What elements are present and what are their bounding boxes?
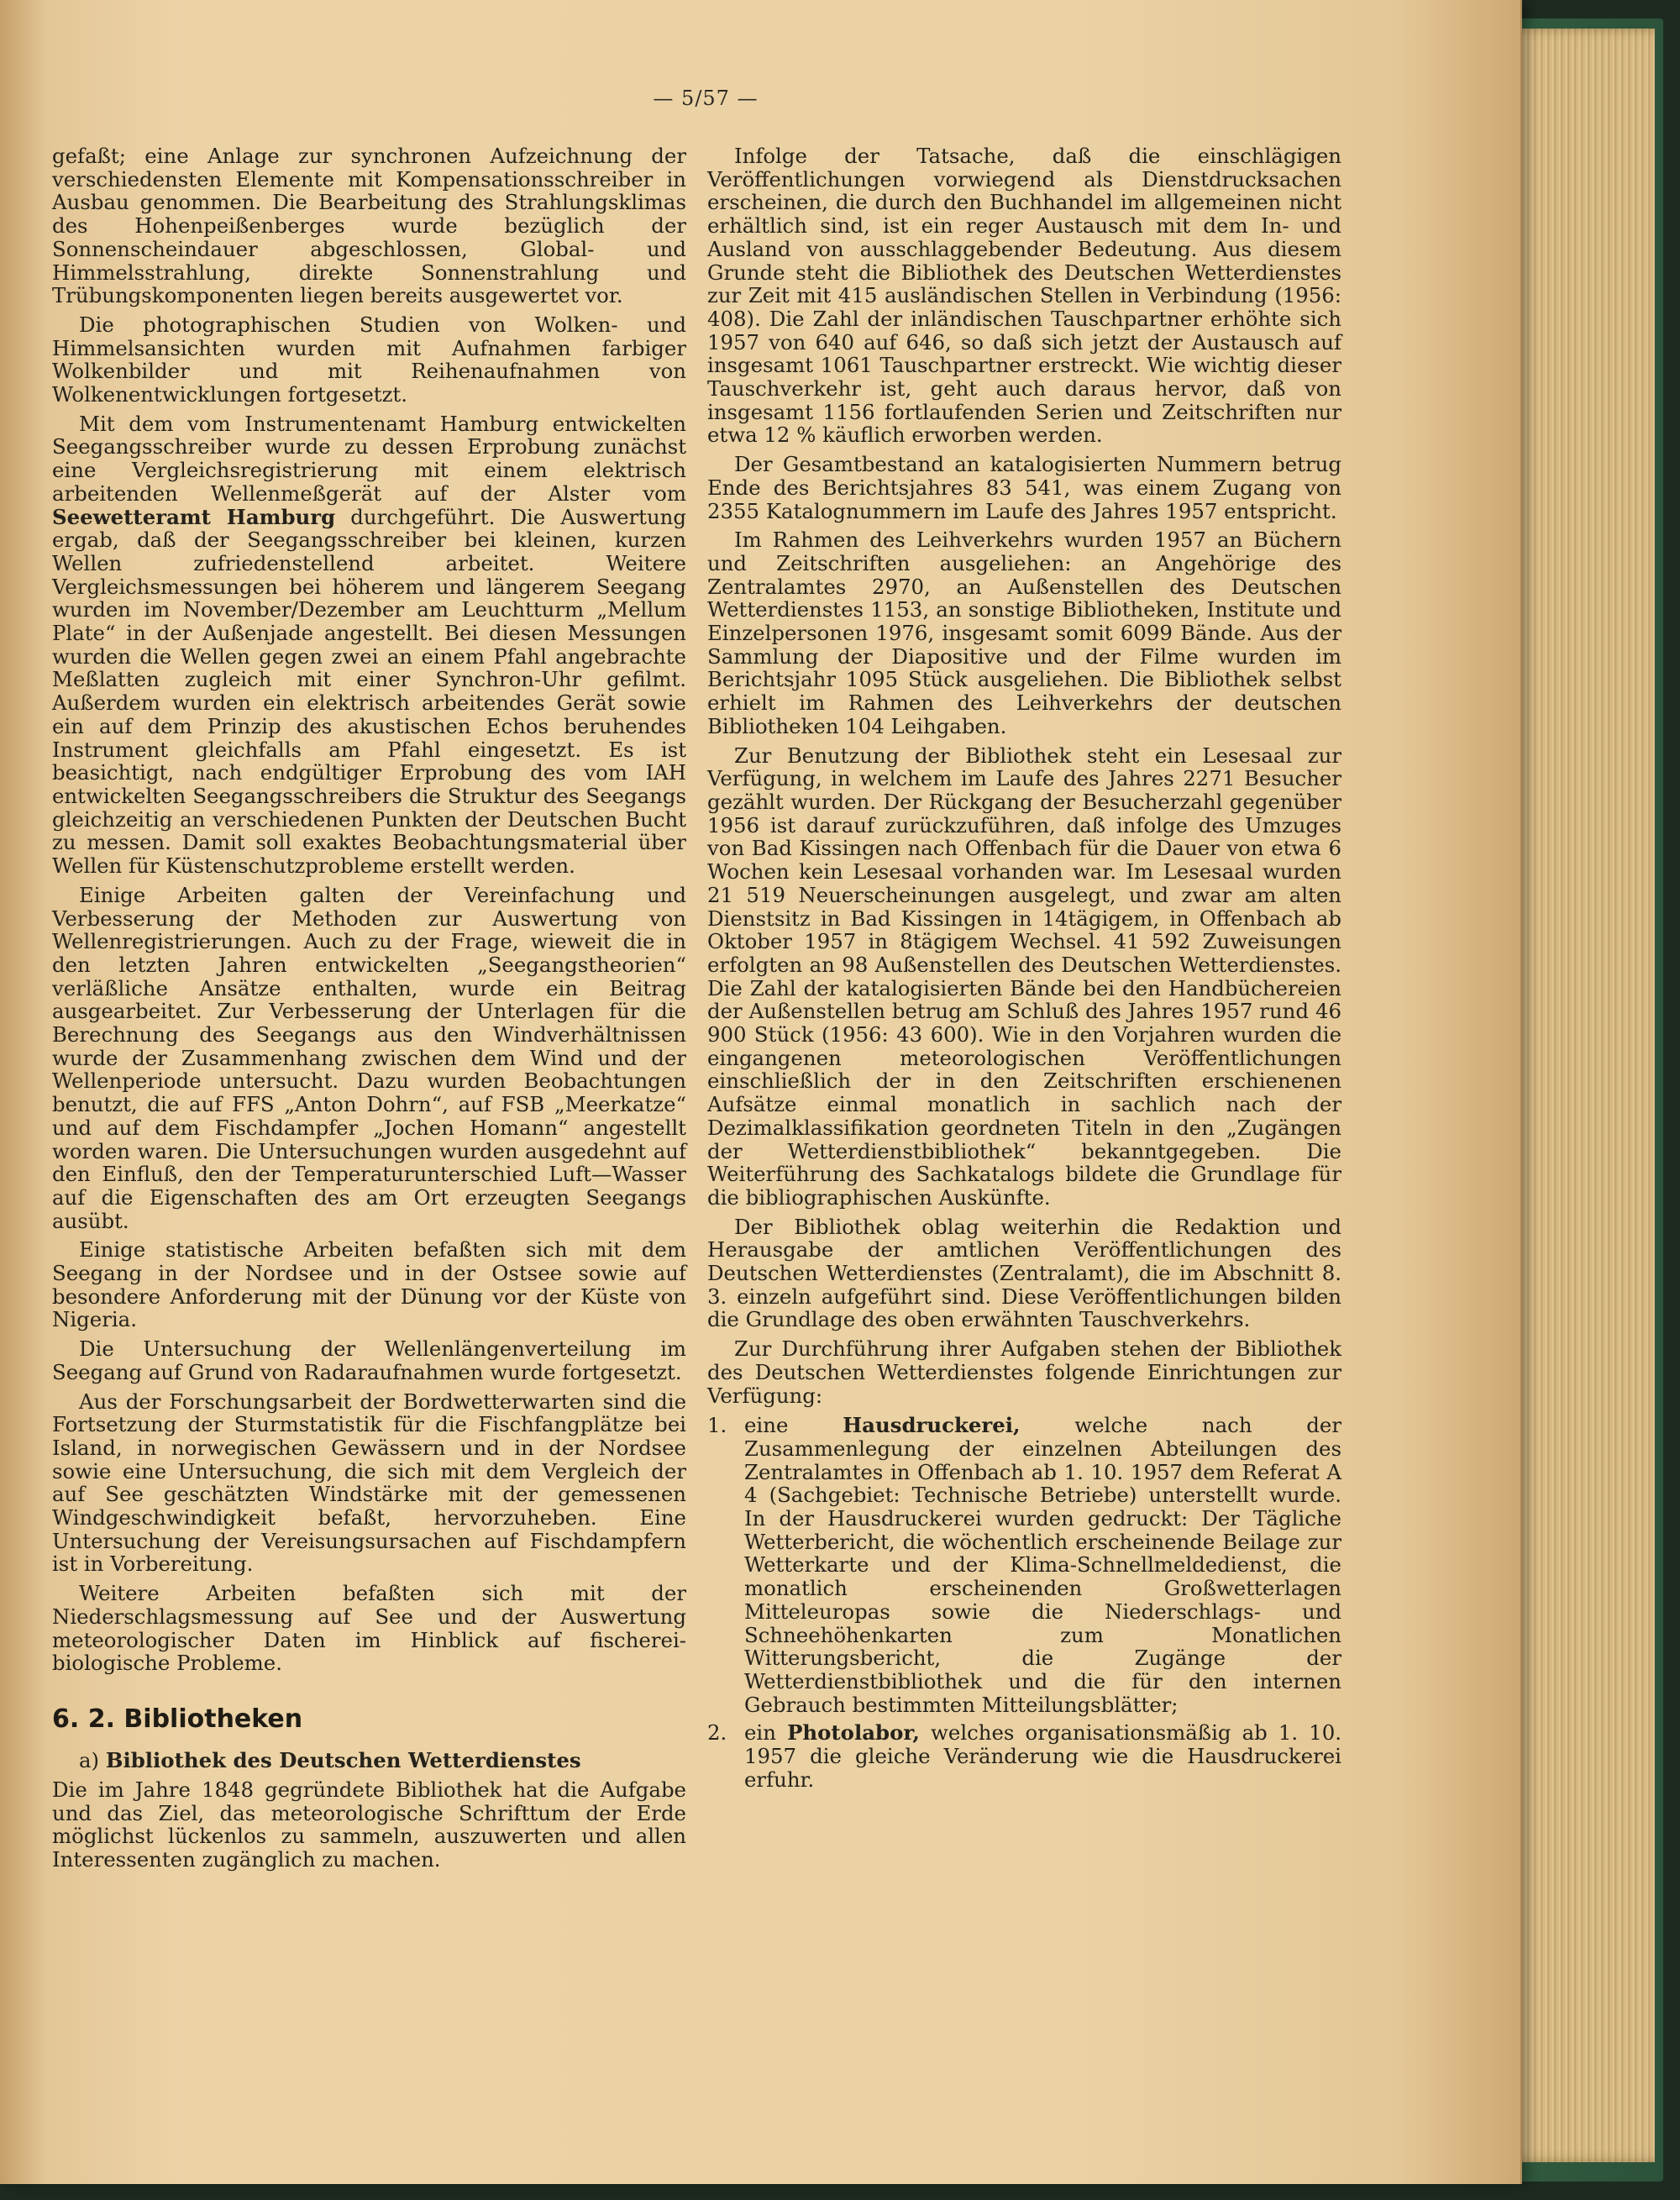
paragraph: Aus der Forschungsarbeit der Bordwetterwarten sind die Fortsetzung der Sturmstatistik für die Fischfangplätze bei Island, in norwegischen Gewässern und in der Nordsee sowie eine Untersuchung, die sich mit dem Vergleich der auf See geschätzten Windstärke mit der gemessenen Windgeschwindigkeit befaßt, hervorzuheben. Eine Untersuchung der Vereisungsursachen auf Fischdampfern ist in Vorbereitung.	[52, 1389, 686, 1577]
bold-term: Hausdruckerei,	[843, 1413, 1021, 1438]
paragraph: Infolge der Tatsache, daß die einschlägigen Veröffentlichungen vorwiegend als Dienstdrucksachen erscheinen, die durch den Buchhandel im allgemeinen nicht erhältlich sind, ist ein reger Austausch mit dem In- und Ausland von ausschlaggebender Bedeutung. Aus diesem Grunde steht die Bibliothek des Deutschen Wetterdienstes zur Zeit mit 415 ausländischen Stellen in Verbindung (1956: 408). Die Zahl der inländischen Tauschpartner erhöhte sich 1957 von 640 auf 646, so daß sich jetzt der Austausch auf insgesamt 1061 Tauschpartner erstreckt. Wie wichtig dieser Tauschverkehr ist, geht auch daraus hervor, daß von insgesamt 1156 fortlaufenden Serien und Zeitschriften nur etwa 12 % käuflich erworben werden.	[707, 144, 1341, 448]
paragraph: Im Rahmen des Leihverkehrs wurden 1957 an Büchern und Zeitschriften ausgeliehen: an Angehörige des Zentralamtes 2970, an Außenstellen des Deutschen Wetterdienstes 1153, an sonstige Bibliotheken, Institute und Einzelpersonen 1976, insgesamt somit 6099 Bände. Aus der Sammlung der Diapositive und der Filme wurden im Berichtsjahr 1095 Stück ausgeliehen. Die Bibliothek selbst erhielt im Rahmen des Leihverkehrs der deutschen Bibliotheken 104 Leihgaben.	[707, 528, 1341, 738]
paragraph-text: durchgeführt. Die Auswertung ergab, daß der Seegangsschreiber bei kleinen, kurzen Wellen zufriedenstellend arbeitet. Weitere Vergleichsmessungen bei höherem und längerem Seegang wurden im November/Dezember am Leuchtturm „Mellum Plate“ in der Außenjade angestellt. Bei diesen Messungen wurden die Wellen gegen zwei an einem Pfahl angebrachte Meßlatten zugleich mit einer Synchron-Uhr gefilmt. Außerdem wurden ein elektrisch arbeitendes Gerät sowie ein auf dem Prinzip des akustischen Echos beruhendes Instrument gleichfalls am Pfahl eingesetzt. Es ist beasichtigt, nach endgültiger Erprobung des vom IAH entwickelten Seegangsschreibers die Struktur des Seegangs gleichzeitig an verschiedenen Punkten der Deutschen Bucht zu messen. Damit soll exaktes Beobachtungsmaterial über Wellen für Küstenschutzprobleme erstellt werden.	[52, 504, 686, 879]
left-column	[52, 144, 686, 1877]
list-item	[707, 1721, 1341, 1791]
list-prefix: ein	[744, 1720, 776, 1746]
paragraph: Einige statistische Arbeiten befaßten sich mit dem Seegang in der Nordsee und in der Ostsee sowie auf besondere Anforderung mit der Dünung vor der Küste von Nigeria.	[52, 1237, 686, 1332]
section-heading: 6. 2. Bibliotheken	[52, 1704, 303, 1734]
paragraph	[52, 412, 686, 878]
sub-heading-text: Bibliothek des Deutschen Wetterdienstes	[105, 1748, 581, 1772]
paragraph: Der Gesamtbestand an katalogisierten Nummern betrug Ende des Berichtsjahres 83 541, was einem Zugang von 2355 Katalognummern im Laufe des Jahres 1957 entspricht.	[707, 452, 1341, 523]
page-block-edges	[1504, 29, 1655, 2162]
paragraph: gefaßt; eine Anlage zur synchronen Aufzeichnung der verschiedensten Elemente mit Kompensationsschreiber in Ausbau genommen. Die Bearbeitung des Strahlungsklimas des Hohenpeißenberges wurde bezüglich der Sonnenscheindauer abgeschlossen, Global- und Himmelsstrahlung, direkte Sonnenstrahlung und Trübungskomponenten liegen bereits ausgewertet vor.	[52, 144, 686, 308]
paragraph: Einige Arbeiten galten der Vereinfachung und Verbesserung der Methoden zur Auswertung von Wellenregistrierungen. Auch zu der Frage, wieweit die in den letzten Jahren entwickelten „Seegangstheorien“ verläßliche Ansätze enthalten, wurde ein Beitrag ausgearbeitet. Zur Verbesserung der Unterlagen für die Berechnung des Seegangs aus den Windverhältnissen wurde der Zusammenhang zwischen dem Wind und der Wellenperiode untersucht. Dazu wurden Beobachtungen benutzt, die auf FFS „Anton Dohrn“, auf FSB „Meerkatze“ und auf dem Fischdampfer „Jochen Homann“ angestellt worden waren. Die Untersuchungen wurden ausgedehnt auf den Einfluß, den der Temperaturunterschied Luft—Wasser auf die Eigenschaften des am Ort erzeugten Seegangs ausübt.	[52, 882, 686, 1233]
list-number: 2.	[707, 1720, 727, 1746]
list-body: welches organisationsmäßig ab 1. 10. 1957 die gleiche Veränderung wie die Hausdruckerei erfuhr.	[744, 1720, 1341, 1792]
paragraph-text: Mit dem vom Instrumentenamt Hamburg entwickelten Seegangsschreiber wurde zu dessen Erprobung zunächst eine Vergleichsregistrierung mit einem elektrisch arbeitenden Wellenmeßgerät auf der Alster vom	[52, 411, 686, 506]
list-prefix: eine	[744, 1413, 789, 1438]
list-number: 1.	[707, 1413, 727, 1438]
paragraph: Zur Durchführung ihrer Aufgaben stehen der Bibliothek des Deutschen Wetterdienstes folgende Einrichtungen zur Verfügung:	[707, 1336, 1341, 1408]
paragraph: Der Bibliothek oblag weiterhin die Redaktion und Herausgabe der amtlichen Veröffentlichungen des Deutschen Wetterdienstes (Zentralamt), die im Abschnitt 8. 3. einzeln aufgeführt sind. Diese Veröffentlichungen bilden die Grundlage des oben erwähnten Tauschverkehrs.	[707, 1214, 1341, 1332]
right-column	[707, 144, 1341, 1797]
sub-heading	[52, 1749, 686, 1772]
paragraph: Weitere Arbeiten befaßten sich mit der Niederschlagsmessung auf See und der Auswertung meteorologischer Daten im Hinblick auf fischerei-biologische Probleme.	[52, 1581, 686, 1676]
bold-term: Seewetteramt Hamburg	[52, 504, 336, 529]
list-body: welche nach der Zusammenlegung der einzelnen Abteilungen des Zentralamtes in Offenbach ab 1. 10. 1957 dem Referat A 4 (Sachgebiet: Technische Betriebe) unterstellt wurde. In der Hausdruckerei wurden gedruckt: Der Tägliche Wetterbericht, die wöchentlich erscheinende Beilage zur Wetterkarte und der Klima-Schnellmeldedienst, die monatlich erscheinenden Großwetterlagen Mitteleuropas sowie die Niederschlags- und Schneehöhenkarten zum Monatlichen Witterungsbericht, die Zugänge der Wetterdienstbibliothek und die für den internen Gebrauch bestimmten Mitteilungsblätter;	[744, 1413, 1341, 1717]
bold-term: Photolabor,	[787, 1720, 920, 1746]
list-text	[744, 1721, 1341, 1791]
paragraph: Die Untersuchung der Wellenlängenverteilung im Seegang auf Grund von Radaraufnahmen wurde fortgesetzt.	[52, 1336, 686, 1384]
list-item	[707, 1414, 1341, 1716]
list-text	[744, 1414, 1341, 1716]
page-number: — 5/57 —	[653, 87, 759, 110]
paragraph: Die im Jahre 1848 gegründete Bibliothek hat die Aufgabe und das Ziel, das meteorologische Schrifttum der Erde möglichst lückenlos zu sammeln, auszuwerten und allen Interessenten zugänglich zu machen.	[52, 1777, 686, 1872]
facility-list	[707, 1414, 1341, 1791]
paragraph: Zur Benutzung der Bibliothek steht ein Lesesaal zur Verfügung, in welchem im Laufe des Jahres 2271 Besucher gezählt wurden. Der Rückgang der Besucherzahl gegenüber 1956 ist darauf zurückzuführen, daß infolge des Umzuges von Bad Kissingen nach Offenbach für die Dauer von etwa 6 Wochen kein Lesesaal vorhanden war. Im Lesesaal wurden 21 519 Neuerscheinungen ausgelegt, und zwar am alten Dienstsitz in Bad Kissingen in 14tägigem, in Offenbach ab Oktober 1957 in 8tägigem Wechsel. 41 592 Zuweisungen erfolgten an 98 Außenstellen des Deutschen Wetterdienstes. Die Zahl der katalogisierten Bände bei den Handbüchereien der Außenstellen betrug am Schluß des Jahres 1957 rund 46 900 Stück (1956: 43 600). Wie in den Vorjahren wurden die eingangenen meteorologischen Veröffentlichungen einschließlich der in den Zeitschriften erschienenen Aufsätze einmal monatlich in sachlich nach der Dezimalklassifikation geordneten Titeln in den „Zugängen der Wetterdienstbibliothek“ bekanntgegeben. Die Weiterführung des Sachkatalogs bildete die Grundlage für die bibliographischen Auskünfte.	[707, 743, 1341, 1210]
sub-label: a)	[79, 1748, 100, 1772]
paragraph: Die photographischen Studien von Wolken- und Himmelsansichten wurden mit Aufnahmen farbiger Wolkenbilder und mit Reihenaufnahmen von Wolkenentwicklungen fortgesetzt.	[52, 312, 686, 407]
